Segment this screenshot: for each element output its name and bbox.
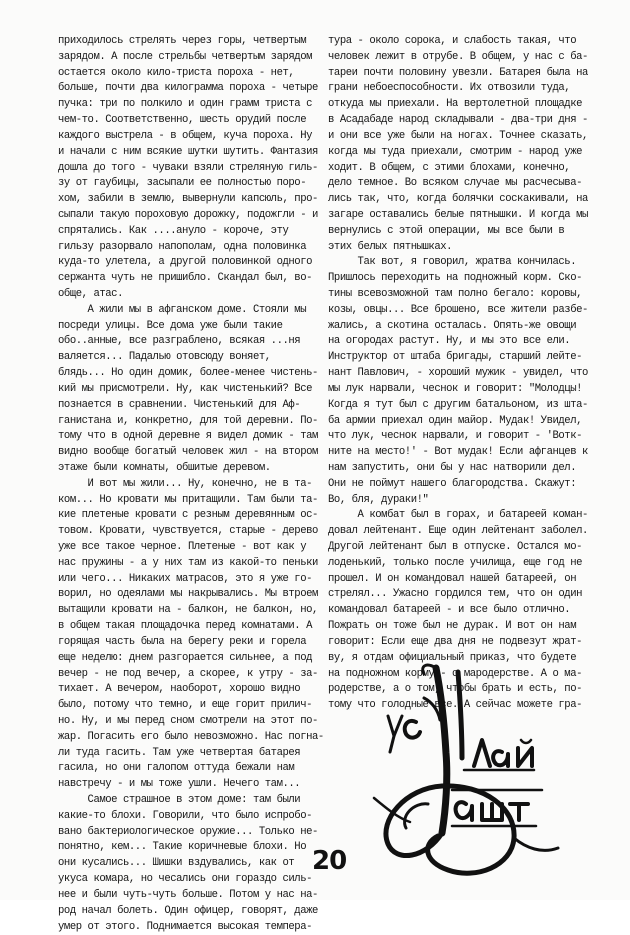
- text-line: Пришлось переходить на подножный корм. Ско-: [328, 271, 590, 287]
- text-line: откуда мы приехали. На вертолетной площадке: [328, 97, 590, 113]
- text-line: лись так, что, когда болячки соскакивали, на: [328, 192, 590, 208]
- text-line: Так вот, я говорил, жратва кончилась.: [328, 255, 590, 271]
- text-line: на подножном корму - о мародерстве. А о ма-: [328, 667, 590, 683]
- text-line: грани небоеспособности. Их отвозили туда,: [328, 81, 590, 97]
- text-line: сержанта чуть не пришибло. Скандал был, во-: [58, 271, 320, 287]
- text-line: Когда я тут был с другим батальоном, из шта-: [328, 398, 590, 414]
- text-line: ганистана и, конкретно, для той деревни. По-: [58, 414, 320, 430]
- text-line: командовал батареей - и все было отлично.: [328, 603, 590, 619]
- text-line: хом, забили в землю, вывернули капсюль, про-: [58, 192, 320, 208]
- text-line: дело темное. Во всяком случае мы расчесыва-: [328, 176, 590, 192]
- text-line: ба армии приехал один майор. Мудак! Увидел,: [328, 414, 590, 430]
- text-line: познается в сравнении. Чистенький для Аф-: [58, 398, 320, 414]
- text-line: понятно, кем... Такие коричневые блохи. Но: [58, 840, 320, 856]
- text-line: когда мы туда приехали, смотрим - народ уже: [328, 145, 590, 161]
- text-line: жар. Погасить его было невозможно. Нас погна-: [58, 730, 320, 746]
- text-line: род начал болеть. Один офицер, говорят, даже: [58, 904, 320, 920]
- text-line: обо..анные, все разграблено, всякая ...ня: [58, 334, 320, 350]
- text-line: вечер - не под вечер, а скорее, к утру - за-: [58, 667, 320, 683]
- text-line: ните на место!' - Вот мудак! Если афганцев к: [328, 445, 590, 461]
- text-line: приходилось стрелять через горы, четвертым: [58, 34, 320, 50]
- text-line: тины всевозможной там полно бегало: коровы,: [328, 287, 590, 303]
- text-line: жались, а скотина осталась. Опять-же овощи: [328, 319, 590, 335]
- left-text-column: [58, 34, 320, 935]
- text-line: на огородах растут. Ну, и мы это все ели.: [328, 334, 590, 350]
- calligraphic-logo: [366, 658, 578, 886]
- text-line: тому что голодные все. А сейчас можете гра-: [328, 698, 590, 714]
- text-line: нант Павлович, - хороший мужик - увидел, что: [328, 366, 590, 382]
- text-line: загаре оставались белые пятнышки. И когда мы: [328, 208, 590, 224]
- text-line: Пожрать он тоже был не дурак. И вот он нам: [328, 619, 590, 635]
- text-line: обще, атас.: [58, 287, 320, 303]
- text-line: ли туда гасить. Там уже четвертая батарея: [58, 746, 320, 762]
- text-line: ходит. В общем, с этими блохами, конечно,: [328, 161, 590, 177]
- text-line: чем-то. Соответственно, шесть орудий после: [58, 113, 320, 129]
- text-line: в общем такая площадочка перед комнатами. А: [58, 619, 320, 635]
- text-line: что лук, чеснок нарвали, и говорит - 'Вотк-: [328, 429, 590, 445]
- text-line: товом. Кровати, чувствуется, старые - дерево: [58, 524, 320, 540]
- text-line: валяется... Падалью отовсюду воняет,: [58, 350, 320, 366]
- text-line: посреди улицы. Все дома уже были такие: [58, 319, 320, 335]
- text-line: И вот мы жили... Ну, конечно, не в та-: [58, 477, 320, 493]
- text-line: гильзу разорвало напополам, одна половинка: [58, 240, 320, 256]
- text-line: Самое страшное в этом доме: там были: [58, 793, 320, 809]
- text-line: они кусались... Шишки вздувались, как от: [58, 856, 320, 872]
- text-line: навстречу - и мы тоже ушли. Нечего там...: [58, 777, 320, 793]
- text-line: тареи почти половину увезли. Батарея была на: [328, 66, 590, 82]
- text-line: дошла до того - чуваки взяли стреляную гиль-: [58, 161, 320, 177]
- text-line: этаже были комнаты, обшитые деревом.: [58, 461, 320, 477]
- text-line: было, потому что темно, и еще горит прилич-: [58, 698, 320, 714]
- text-line: ворил, но одеялами мы накрывались. Мы втроем: [58, 587, 320, 603]
- text-line: зу от гаубицы, засыпали ее полностью поро-: [58, 176, 320, 192]
- text-line: каждого выстрела - в общем, куча пороха. Ну: [58, 129, 320, 145]
- text-line: Они не поймут нашего благородства. Скажут:: [328, 477, 590, 493]
- text-line: или чего... Никаких матрасов, это я уже го-: [58, 572, 320, 588]
- right-text-column: [328, 34, 590, 714]
- text-line: и они все уже были на ногах. Точнее сказать,: [328, 129, 590, 145]
- text-line: умер от этого. Поднимается высокая темпера-: [58, 920, 320, 935]
- text-line: вано бактериологическое оружие... Только не-: [58, 825, 320, 841]
- text-line: но. Ну, и мы перед сном смотрели на этот по-: [58, 714, 320, 730]
- text-line: довал лейтенант. Еще один лейтенант заболел.: [328, 524, 590, 540]
- text-line: кий мы присмотрели. Ну, как чистенький? Все: [58, 382, 320, 398]
- text-line: горящая часть была на берегу реки и горела: [58, 635, 320, 651]
- text-line: тихает. А вечером, наоборот, хорошо видно: [58, 682, 320, 698]
- text-line: вернулись с этой операции, мы все были в: [328, 224, 590, 240]
- text-line: больше, почти два килограмма пороха - четыре: [58, 81, 320, 97]
- text-line: сыпали такую пороховую дорожку, подожгли - и: [58, 208, 320, 224]
- text-line: ву, я отдам официальный приказ, что будете: [328, 651, 590, 667]
- text-line: ком... Но кровати мы притащили. Там были та-: [58, 493, 320, 509]
- text-line: кие плетеные кровати с резным деревянным ос-: [58, 508, 320, 524]
- text-line: говорит: Если еще два дня не подвезут жрат-: [328, 635, 590, 651]
- text-line: куда-то улетела, а другой половинкой одного: [58, 255, 320, 271]
- text-line: этих белых пятнышках.: [328, 240, 590, 256]
- text-line: прошел. И он командовал нашей батареей, он: [328, 572, 590, 588]
- text-line: человек лежит в отрубе. В общем, у нас с ба-: [328, 50, 590, 66]
- text-line: А жили мы в афганском доме. Стояли мы: [58, 303, 320, 319]
- text-line: видно вообще богатый человек жил - на втором: [58, 445, 320, 461]
- text-line: в Асадабаде народ складывали - два-три дня -: [328, 113, 590, 129]
- text-line: блядь... Но один домик, более-менее чистень-: [58, 366, 320, 382]
- text-line: уже все такое черное. Плетеные - вот как у: [58, 540, 320, 556]
- text-line: Во, бля, дураки!": [328, 493, 590, 509]
- text-line: какие-то блохи. Говорили, что было испробо-: [58, 809, 320, 825]
- text-line: А комбат был в горах, и батареей коман-: [328, 508, 590, 524]
- text-line: остается около кило-триста пороха - нет,: [58, 66, 320, 82]
- text-line: нее и были чуть-чуть больше. Потом у нас на-: [58, 888, 320, 904]
- text-line: гасила, но они галопом оттуда бежали нам: [58, 761, 320, 777]
- text-line: стрелял... Ужасно гордился тем, что он один: [328, 587, 590, 603]
- text-line: пучка: три по полкило и один грамм триста с: [58, 97, 320, 113]
- text-line: тура - около сорока, и слабость такая, что: [328, 34, 590, 50]
- text-line: и начали с ним всякие шутки шутить. Фантазия: [58, 145, 320, 161]
- text-line: Инструктор от штаба бригады, старший лейте-: [328, 350, 590, 366]
- page-number: 20: [312, 846, 346, 876]
- text-line: вытащили кровати на - балкон, не балкон, но,: [58, 603, 320, 619]
- text-line: спрятались. Как ....ануло - короче, эту: [58, 224, 320, 240]
- text-line: нам запустить, они бы у нас натворили дел.: [328, 461, 590, 477]
- text-line: зарядом. А после стрельбы четвертым зарядом: [58, 50, 320, 66]
- text-line: нас пружины - а у них там из какой-то пеньки: [58, 556, 320, 572]
- text-line: козы, овцы... Все брошено, все жители разбе-: [328, 303, 590, 319]
- text-line: еще неделю: днем разгорается сильнее, а под: [58, 651, 320, 667]
- text-line: лоденький, только после училища, еще год не: [328, 556, 590, 572]
- text-line: родерстве, а о том, чтобы брать и есть, по-: [328, 682, 590, 698]
- text-line: тому что в одной деревне я видел домик - там: [58, 429, 320, 445]
- text-line: мы лук нарвали, чеснок и говорит: "Молодцы!: [328, 382, 590, 398]
- text-line: Другой лейтенант был в отпуске. Остался мо-: [328, 540, 590, 556]
- text-line: укуса комара, но чесались они гораздо силь-: [58, 872, 320, 888]
